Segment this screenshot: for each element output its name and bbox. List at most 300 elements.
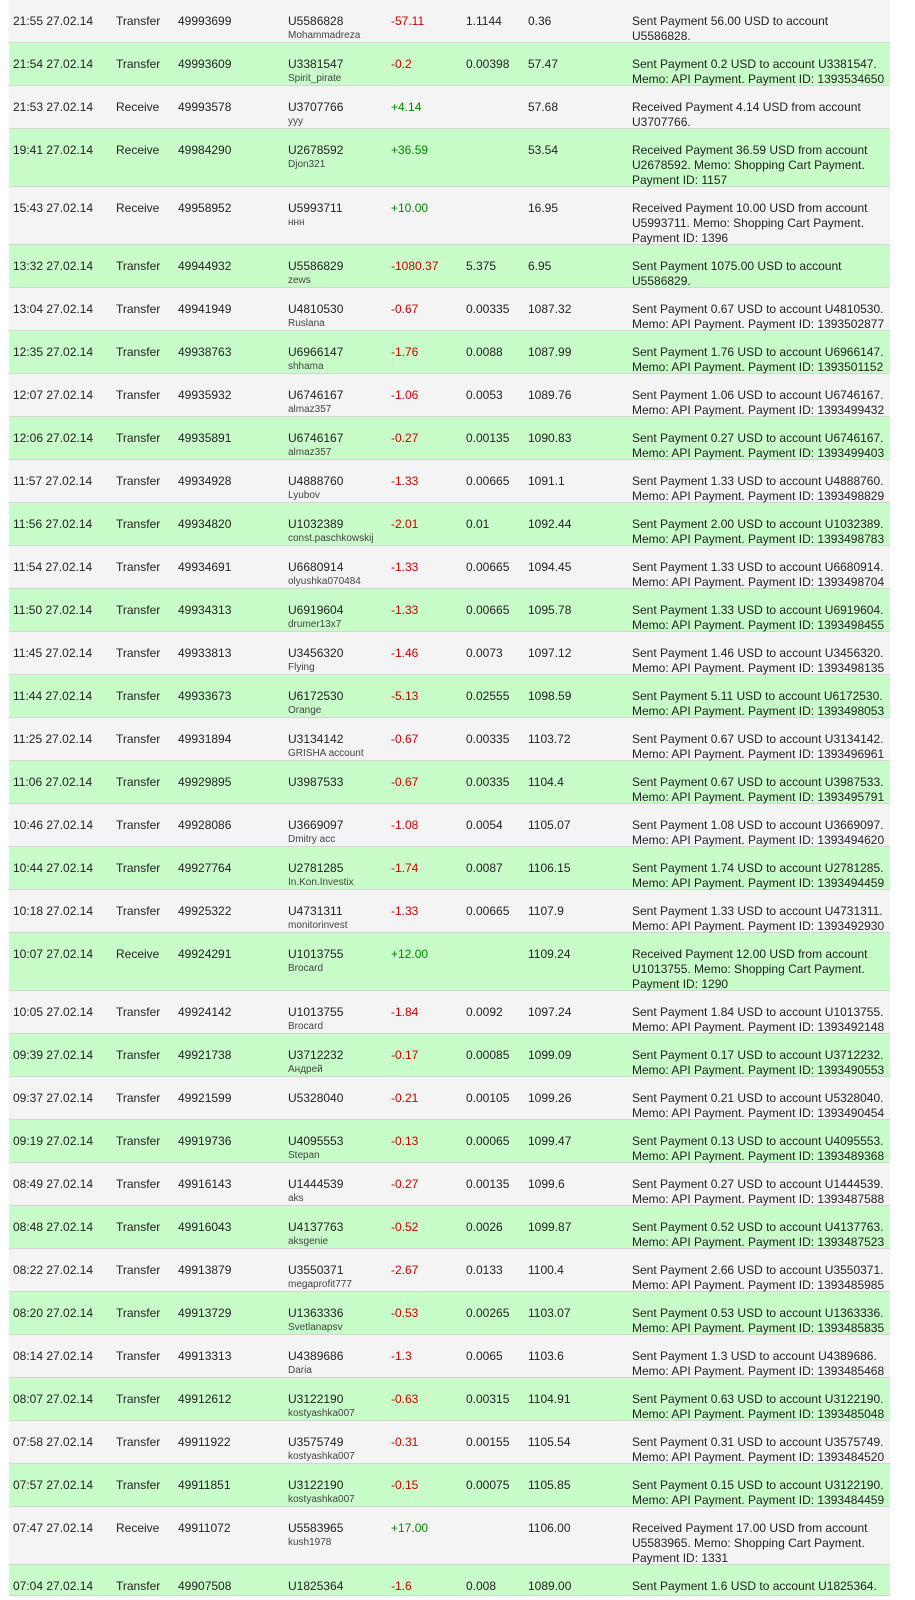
row-batch-number: 49934313 bbox=[178, 603, 232, 617]
row-account-name: GRISHA account bbox=[288, 748, 364, 759]
row-balance: 1103.07 bbox=[528, 1306, 571, 1320]
row-account-id: U5993711 bbox=[288, 201, 343, 215]
row-datetime: 12:06 27.02.14 bbox=[13, 431, 94, 445]
row-type: Transfer bbox=[116, 732, 161, 746]
row-memo: Received Payment 4.14 USD from account U3707766. bbox=[632, 100, 861, 129]
row-account-id: U1032389 bbox=[288, 517, 344, 531]
row-amount: -2.01 bbox=[391, 517, 419, 531]
row-datetime: 08:07 27.02.14 bbox=[13, 1392, 94, 1406]
row-memo: Sent Payment 56.00 USD to account U5586828. bbox=[632, 14, 829, 43]
row-type: Transfer bbox=[116, 1220, 161, 1234]
table-row bbox=[9, 804, 890, 847]
row-batch-number: 49907508 bbox=[178, 1579, 232, 1593]
row-fee: 5.375 bbox=[466, 259, 497, 273]
row-account bbox=[288, 603, 343, 632]
row-type: Transfer bbox=[116, 861, 161, 875]
row-account bbox=[288, 1134, 343, 1163]
row-memo: Sent Payment 1.76 USD to account U6966147. Memo: API Payment. Payment ID: 1393501152 bbox=[632, 345, 884, 374]
row-type: Transfer bbox=[116, 388, 161, 402]
row-balance: 1095.78 bbox=[528, 603, 572, 617]
row-amount: -1.84 bbox=[391, 1005, 419, 1019]
row-amount: -1.06 bbox=[391, 388, 419, 402]
row-type: Transfer bbox=[116, 474, 161, 488]
row-fee: 0.008 bbox=[466, 1579, 497, 1593]
table-row bbox=[9, 847, 890, 890]
row-batch-number: 49938763 bbox=[178, 345, 232, 359]
row-account-name: Ruslana bbox=[288, 318, 325, 329]
row-type: Transfer bbox=[116, 1579, 161, 1593]
row-memo: Sent Payment 1.84 USD to account U1013755. Memo: API Payment. Payment ID: 1393492148 bbox=[632, 1005, 885, 1034]
table-row bbox=[9, 589, 890, 632]
row-amount: -2.67 bbox=[391, 1263, 419, 1277]
row-account-name: shhama bbox=[288, 361, 324, 372]
row-account-id: U4731311 bbox=[288, 904, 343, 918]
row-account bbox=[288, 646, 343, 675]
row-amount: +36.59 bbox=[391, 143, 429, 157]
row-amount: -0.21 bbox=[391, 1091, 419, 1105]
row-account-name: olyushka070484 bbox=[288, 576, 361, 587]
table-row bbox=[9, 417, 890, 460]
row-batch-number: 49927764 bbox=[178, 861, 232, 875]
row-datetime: 09:37 27.02.14 bbox=[13, 1091, 94, 1105]
row-account-id: U3669097 bbox=[288, 818, 344, 832]
row-account-id: U1013755 bbox=[288, 1005, 344, 1019]
row-account-id: U3712232 bbox=[288, 1048, 344, 1062]
row-account-id: U1363336 bbox=[288, 1306, 344, 1320]
row-balance: 1099.09 bbox=[528, 1048, 572, 1062]
row-amount: -1.74 bbox=[391, 861, 419, 875]
row-datetime: 15:43 27.02.14 bbox=[13, 201, 94, 215]
row-account-id: U4389686 bbox=[288, 1349, 344, 1363]
row-fee: 0.0073 bbox=[466, 646, 503, 660]
row-account-name: aks bbox=[288, 1193, 304, 1204]
row-balance: 1103.6 bbox=[528, 1349, 564, 1363]
table-row bbox=[9, 331, 890, 374]
table-row bbox=[9, 890, 890, 933]
row-type: Transfer bbox=[116, 646, 161, 660]
row-datetime: 10:07 27.02.14 bbox=[13, 947, 94, 961]
row-batch-number: 49913879 bbox=[178, 1263, 232, 1277]
row-balance: 1105.54 bbox=[528, 1435, 571, 1449]
row-account bbox=[288, 517, 374, 546]
row-fee: 0.00335 bbox=[466, 302, 510, 316]
row-account bbox=[288, 57, 343, 86]
row-memo: Sent Payment 1.3 USD to account U4389686. Memo: API Payment. Payment ID: 1393485468 bbox=[632, 1349, 885, 1378]
row-type: Transfer bbox=[116, 431, 161, 445]
row-datetime: 21:53 27.02.14 bbox=[13, 100, 94, 114]
row-datetime: 19:41 27.02.14 bbox=[13, 143, 94, 157]
row-balance: 1097.24 bbox=[528, 1005, 572, 1019]
row-batch-number: 49941949 bbox=[178, 302, 232, 316]
table-row bbox=[9, 1034, 890, 1077]
row-balance: 6.95 bbox=[528, 259, 552, 273]
row-memo: Sent Payment 0.2 USD to account U3381547. Memo: API Payment. Payment ID: 1393534650 bbox=[632, 57, 885, 86]
row-batch-number: 49925322 bbox=[178, 904, 232, 918]
row-account bbox=[288, 904, 347, 933]
table-row bbox=[9, 933, 890, 991]
row-account-name: kostyashka007 bbox=[288, 1494, 355, 1505]
row-fee: 0.0065 bbox=[466, 1349, 503, 1363]
row-account bbox=[288, 1478, 355, 1507]
row-amount: +12.00 bbox=[391, 947, 429, 961]
row-account bbox=[288, 1263, 352, 1292]
row-account-name: kostyashka007 bbox=[288, 1451, 355, 1462]
row-account-id: U6172530 bbox=[288, 689, 344, 703]
row-balance: 1100.4 bbox=[528, 1263, 564, 1277]
row-account bbox=[288, 1579, 343, 1594]
row-fee: 0.0133 bbox=[466, 1263, 503, 1277]
row-balance: 1090.83 bbox=[528, 431, 572, 445]
row-batch-number: 49911851 bbox=[178, 1478, 231, 1492]
row-type: Transfer bbox=[116, 689, 161, 703]
row-account bbox=[288, 474, 343, 503]
row-amount: -1.33 bbox=[391, 474, 419, 488]
row-memo: Sent Payment 0.27 USD to account U1444539. Memo: API Payment. Payment ID: 1393487588 bbox=[632, 1177, 885, 1206]
row-type: Transfer bbox=[116, 1134, 161, 1148]
row-account-name: Dmitry acc bbox=[288, 834, 336, 845]
table-row bbox=[9, 86, 890, 129]
row-memo: Sent Payment 0.21 USD to account U5328040. Memo: API Payment. Payment ID: 1393490454 bbox=[632, 1091, 885, 1120]
row-account-id: U1825364 bbox=[288, 1579, 344, 1593]
row-batch-number: 49916043 bbox=[178, 1220, 232, 1234]
row-fee: 0.0087 bbox=[466, 861, 503, 875]
row-memo: Sent Payment 1.06 USD to account U6746167. Memo: API Payment. Payment ID: 1393499432 bbox=[632, 388, 885, 417]
row-memo: Sent Payment 0.63 USD to account U3122190. Memo: API Payment. Payment ID: 1393485048 bbox=[632, 1392, 885, 1421]
row-balance: 1099.87 bbox=[528, 1220, 572, 1234]
row-memo: Sent Payment 1.08 USD to account U3669097. Memo: API Payment. Payment ID: 1393494620 bbox=[632, 818, 885, 847]
row-amount: -0.2 bbox=[391, 57, 412, 71]
row-memo: Sent Payment 0.15 USD to account U3122190. Memo: API Payment. Payment ID: 1393484459 bbox=[632, 1478, 885, 1507]
row-batch-number: 49984290 bbox=[178, 143, 232, 157]
row-account bbox=[288, 100, 343, 129]
row-fee: 0.00315 bbox=[466, 1392, 510, 1406]
row-batch-number: 49913729 bbox=[178, 1306, 232, 1320]
row-balance: 1099.6 bbox=[528, 1177, 565, 1191]
row-datetime: 10:05 27.02.14 bbox=[13, 1005, 94, 1019]
row-balance: 1094.45 bbox=[528, 560, 572, 574]
row-balance: 1099.26 bbox=[528, 1091, 572, 1105]
row-account-id: U3707766 bbox=[288, 100, 344, 114]
row-balance: 1092.44 bbox=[528, 517, 572, 531]
row-amount: -0.27 bbox=[391, 1177, 419, 1191]
row-type: Transfer bbox=[116, 57, 161, 71]
row-type: Transfer bbox=[116, 775, 161, 789]
row-account-name: Djon321 bbox=[288, 159, 326, 170]
row-batch-number: 49944932 bbox=[178, 259, 232, 273]
row-type: Transfer bbox=[116, 818, 161, 832]
row-account bbox=[288, 947, 343, 976]
row-memo: Sent Payment 0.13 USD to account U4095553. Memo: API Payment. Payment ID: 1393489368 bbox=[632, 1134, 885, 1163]
row-account-id: U3550371 bbox=[288, 1263, 344, 1277]
row-datetime: 09:39 27.02.14 bbox=[13, 1048, 94, 1062]
row-batch-number: 49993609 bbox=[178, 57, 232, 71]
row-account-name: const.paschkowskij bbox=[288, 533, 374, 544]
row-account-name: In.Kon.Investix bbox=[288, 877, 354, 888]
table-row bbox=[9, 460, 890, 503]
row-batch-number: 49921738 bbox=[178, 1048, 232, 1062]
row-memo: Sent Payment 0.52 USD to account U4137763. Memo: API Payment. Payment ID: 1393487523 bbox=[632, 1220, 885, 1249]
row-account-id: U4095553 bbox=[288, 1134, 344, 1148]
row-datetime: 07:47 27.02.14 bbox=[13, 1521, 94, 1535]
row-account bbox=[288, 1177, 343, 1206]
row-type: Transfer bbox=[116, 603, 161, 617]
row-account bbox=[288, 1435, 355, 1464]
row-memo: Sent Payment 5.11 USD to account U6172530. Memo: API Payment. Payment ID: 1393498053 bbox=[632, 689, 885, 718]
row-fee: 0.01 bbox=[466, 517, 490, 531]
row-batch-number: 49919736 bbox=[178, 1134, 232, 1148]
row-account-name: kostyashka007 bbox=[288, 1408, 355, 1419]
row-memo: Sent Payment 0.53 USD to account U1363336. Memo: API Payment. Payment ID: 1393485835 bbox=[632, 1306, 885, 1335]
row-batch-number: 49934691 bbox=[178, 560, 232, 574]
row-type: Receive bbox=[116, 947, 160, 961]
row-memo: Received Payment 12.00 USD from account U1013755. Memo: Shopping Cart Payment. Payment ID: 1290 bbox=[632, 947, 868, 991]
row-balance: 1104.4 bbox=[528, 775, 564, 789]
row-account-name: Orange bbox=[288, 705, 322, 716]
row-amount: -0.67 bbox=[391, 775, 419, 789]
row-account-name: monitorinvest bbox=[288, 920, 348, 931]
row-account bbox=[288, 1349, 343, 1378]
row-fee: 0.00665 bbox=[466, 904, 510, 918]
row-type: Receive bbox=[116, 201, 160, 215]
row-datetime: 12:35 27.02.14 bbox=[13, 345, 94, 359]
row-amount: -0.27 bbox=[391, 431, 419, 445]
row-datetime: 11:25 27.02.14 bbox=[13, 732, 93, 746]
row-memo: Received Payment 17.00 USD from account U5583965. Memo: Shopping Cart Payment. Payment ID: 1331 bbox=[632, 1521, 868, 1565]
row-account-name: kush1978 bbox=[288, 1537, 332, 1548]
row-amount: -0.53 bbox=[391, 1306, 419, 1320]
row-balance: 57.68 bbox=[528, 100, 559, 114]
row-account-id: U6746167 bbox=[288, 431, 344, 445]
row-account-id: U2781285 bbox=[288, 861, 344, 875]
row-account-id: U6746167 bbox=[288, 388, 344, 402]
row-type: Transfer bbox=[116, 560, 161, 574]
row-account bbox=[288, 1306, 343, 1335]
row-account-id: U6966147 bbox=[288, 345, 344, 359]
row-account-id: U3456320 bbox=[288, 646, 344, 660]
row-type: Transfer bbox=[116, 1435, 161, 1449]
row-datetime: 08:22 27.02.14 bbox=[13, 1263, 94, 1277]
row-account-id: U3122190 bbox=[288, 1478, 344, 1492]
row-account-id: U1444539 bbox=[288, 1177, 344, 1191]
row-amount: -0.52 bbox=[391, 1220, 419, 1234]
row-account bbox=[288, 302, 343, 331]
row-memo: Sent Payment 1.6 USD to account U1825364. bbox=[632, 1579, 877, 1593]
row-account bbox=[288, 1521, 343, 1550]
row-account-name: megaprofit777 bbox=[288, 1279, 352, 1290]
row-batch-number: 49912612 bbox=[178, 1392, 232, 1406]
row-account-name: Mohammadreza bbox=[288, 30, 361, 41]
row-amount: -0.17 bbox=[391, 1048, 419, 1062]
row-amount: -1.3 bbox=[391, 1349, 412, 1363]
row-balance: 1087.32 bbox=[528, 302, 572, 316]
row-type: Transfer bbox=[116, 1392, 161, 1406]
row-amount: -1.46 bbox=[391, 646, 419, 660]
row-account bbox=[288, 1091, 343, 1106]
row-amount: -57.11 bbox=[391, 14, 425, 28]
row-amount: -0.67 bbox=[391, 732, 419, 746]
row-fee: 0.02555 bbox=[466, 689, 510, 703]
row-batch-number: 49916143 bbox=[178, 1177, 232, 1191]
row-memo: Sent Payment 1.46 USD to account U3456320. Memo: API Payment. Payment ID: 1393498135 bbox=[632, 646, 885, 675]
row-account-name: Stepan bbox=[288, 1150, 320, 1161]
table-row bbox=[9, 546, 890, 589]
row-account bbox=[288, 388, 343, 417]
row-fee: 0.00665 bbox=[466, 603, 510, 617]
row-memo: Sent Payment 1.74 USD to account U2781285. Memo: API Payment. Payment ID: 1393494459 bbox=[632, 861, 885, 890]
row-account-name: Brocard bbox=[288, 963, 324, 974]
row-type: Transfer bbox=[116, 1306, 161, 1320]
row-batch-number: 49913313 bbox=[178, 1349, 232, 1363]
table-row bbox=[9, 991, 890, 1034]
row-type: Receive bbox=[116, 100, 160, 114]
row-balance: 1091.1 bbox=[528, 474, 565, 488]
row-batch-number: 49935932 bbox=[178, 388, 232, 402]
page-right-margin bbox=[890, 0, 915, 1600]
row-account-name: Андрей bbox=[288, 1064, 323, 1075]
transaction-history-table bbox=[9, 0, 890, 1596]
row-account-id: U5586829 bbox=[288, 259, 344, 273]
row-memo: Sent Payment 0.17 USD to account U3712232. Memo: API Payment. Payment ID: 1393490553 bbox=[632, 1048, 885, 1077]
row-balance: 57.47 bbox=[528, 57, 559, 71]
row-account-id: U6919604 bbox=[288, 603, 344, 617]
row-balance: 1089.76 bbox=[528, 388, 572, 402]
row-datetime: 11:50 27.02.14 bbox=[13, 603, 93, 617]
row-balance: 1106.00 bbox=[528, 1521, 571, 1535]
row-fee: 0.00398 bbox=[466, 57, 510, 71]
row-account bbox=[288, 1220, 343, 1249]
row-amount: -0.13 bbox=[391, 1134, 419, 1148]
table-row bbox=[9, 0, 890, 43]
row-memo: Sent Payment 0.67 USD to account U3987533. Memo: API Payment. Payment ID: 1393495791 bbox=[632, 775, 885, 804]
row-account-id: U5583965 bbox=[288, 1521, 344, 1535]
row-type: Transfer bbox=[116, 345, 161, 359]
row-datetime: 21:54 27.02.14 bbox=[13, 57, 94, 71]
row-memo: Sent Payment 2.66 USD to account U3550371. Memo: API Payment. Payment ID: 1393485985 bbox=[632, 1263, 885, 1292]
row-account bbox=[288, 1048, 343, 1077]
row-memo: Sent Payment 1075.00 USD to account U5586829. bbox=[632, 259, 842, 288]
row-fee: 0.00335 bbox=[466, 775, 510, 789]
row-amount: -1.76 bbox=[391, 345, 419, 359]
row-balance: 1106.15 bbox=[528, 861, 571, 875]
row-account bbox=[288, 259, 343, 288]
row-account-name: Flying bbox=[288, 662, 315, 673]
row-account-name: Spirit_pirate bbox=[288, 73, 342, 84]
row-memo: Sent Payment 1.33 USD to account U4888760. Memo: API Payment. Payment ID: 1393498829 bbox=[632, 474, 885, 503]
row-account bbox=[288, 431, 343, 460]
row-account-id: U6680914 bbox=[288, 560, 344, 574]
row-account-id: U5586828 bbox=[288, 14, 344, 28]
row-account-name: almaz357 bbox=[288, 447, 332, 458]
row-balance: 1105.85 bbox=[528, 1478, 571, 1492]
row-account-id: U4888760 bbox=[288, 474, 344, 488]
row-amount: +17.00 bbox=[391, 1521, 429, 1535]
table-row bbox=[9, 718, 890, 761]
row-account-name: aksgenie bbox=[288, 1236, 329, 1247]
row-fee: 0.0092 bbox=[466, 1005, 503, 1019]
row-datetime: 11:45 27.02.14 bbox=[13, 646, 93, 660]
row-type: Transfer bbox=[116, 1263, 161, 1277]
row-account bbox=[288, 14, 360, 43]
row-amount: -1.33 bbox=[391, 904, 419, 918]
row-fee: 0.0026 bbox=[466, 1220, 503, 1234]
row-fee: 0.00105 bbox=[466, 1091, 510, 1105]
row-datetime: 08:49 27.02.14 bbox=[13, 1177, 94, 1191]
row-account-id: U3134142 bbox=[288, 732, 344, 746]
row-fee: 0.00135 bbox=[466, 1177, 510, 1191]
row-account bbox=[288, 1005, 343, 1034]
row-memo: Sent Payment 1.33 USD to account U6680914. Memo: API Payment. Payment ID: 1393498704 bbox=[632, 560, 885, 589]
row-memo: Sent Payment 2.00 USD to account U1032389. Memo: API Payment. Payment ID: 1393498783 bbox=[632, 517, 885, 546]
row-amount: +4.14 bbox=[391, 100, 422, 114]
row-batch-number: 49924142 bbox=[178, 1005, 232, 1019]
row-account-name: Brocard bbox=[288, 1021, 324, 1032]
row-fee: 0.00085 bbox=[466, 1048, 510, 1062]
table-row bbox=[9, 1077, 890, 1120]
row-balance: 16.95 bbox=[528, 201, 559, 215]
row-batch-number: 49928086 bbox=[178, 818, 232, 832]
row-datetime: 11:57 27.02.14 bbox=[13, 474, 93, 488]
row-balance: 1105.07 bbox=[528, 818, 571, 832]
table-row bbox=[9, 129, 890, 187]
row-balance: 1087.99 bbox=[528, 345, 572, 359]
row-account-id: U5328040 bbox=[288, 1091, 344, 1105]
row-type: Transfer bbox=[116, 1091, 161, 1105]
row-batch-number: 49933673 bbox=[178, 689, 232, 703]
row-batch-number: 49935891 bbox=[178, 431, 232, 445]
table-row bbox=[9, 1335, 890, 1378]
row-fee: 0.00665 bbox=[466, 474, 510, 488]
row-account bbox=[288, 732, 364, 761]
table-row bbox=[9, 1507, 890, 1565]
row-type: Receive bbox=[116, 1521, 160, 1535]
row-balance: 1097.12 bbox=[528, 646, 572, 660]
row-datetime: 10:46 27.02.14 bbox=[13, 818, 94, 832]
row-fee: 0.0054 bbox=[466, 818, 503, 832]
table-row bbox=[9, 1378, 890, 1421]
row-type: Transfer bbox=[116, 1005, 161, 1019]
row-account-id: U3122190 bbox=[288, 1392, 344, 1406]
row-datetime: 11:56 27.02.14 bbox=[13, 517, 93, 531]
row-memo: Sent Payment 1.33 USD to account U4731311. Memo: API Payment. Payment ID: 1393492930 bbox=[632, 904, 885, 933]
row-balance: 1104.91 bbox=[528, 1392, 571, 1406]
row-type: Transfer bbox=[116, 904, 161, 918]
row-memo: Received Payment 10.00 USD from account U5993711. Memo: Shopping Cart Payment. Payment ID: 1396 bbox=[632, 201, 868, 245]
row-batch-number: 49993578 bbox=[178, 100, 232, 114]
row-datetime: 12:07 27.02.14 bbox=[13, 388, 94, 402]
row-account bbox=[288, 861, 354, 890]
table-row bbox=[9, 675, 890, 718]
table-row bbox=[9, 43, 890, 86]
row-datetime: 21:55 27.02.14 bbox=[13, 14, 94, 28]
row-memo: Received Payment 36.59 USD from account U2678592. Memo: Shopping Cart Payment. Payment ID: 1157 bbox=[632, 143, 868, 187]
row-fee: 0.0088 bbox=[466, 345, 503, 359]
row-amount: -5.13 bbox=[391, 689, 419, 703]
row-amount: -1.6 bbox=[391, 1579, 412, 1593]
table-row bbox=[9, 374, 890, 417]
table-row bbox=[9, 1292, 890, 1335]
row-datetime: 13:32 27.02.14 bbox=[13, 259, 94, 273]
row-fee: 0.00065 bbox=[466, 1134, 510, 1148]
row-batch-number: 49921599 bbox=[178, 1091, 232, 1105]
row-datetime: 07:04 27.02.14 bbox=[13, 1579, 94, 1593]
row-datetime: 08:20 27.02.14 bbox=[13, 1306, 94, 1320]
row-amount: +10.00 bbox=[391, 201, 429, 215]
table-row bbox=[9, 503, 890, 546]
table-row bbox=[9, 288, 890, 331]
row-batch-number: 49958952 bbox=[178, 201, 232, 215]
row-amount: -1080.37 bbox=[391, 259, 439, 273]
table-row bbox=[9, 1565, 890, 1596]
